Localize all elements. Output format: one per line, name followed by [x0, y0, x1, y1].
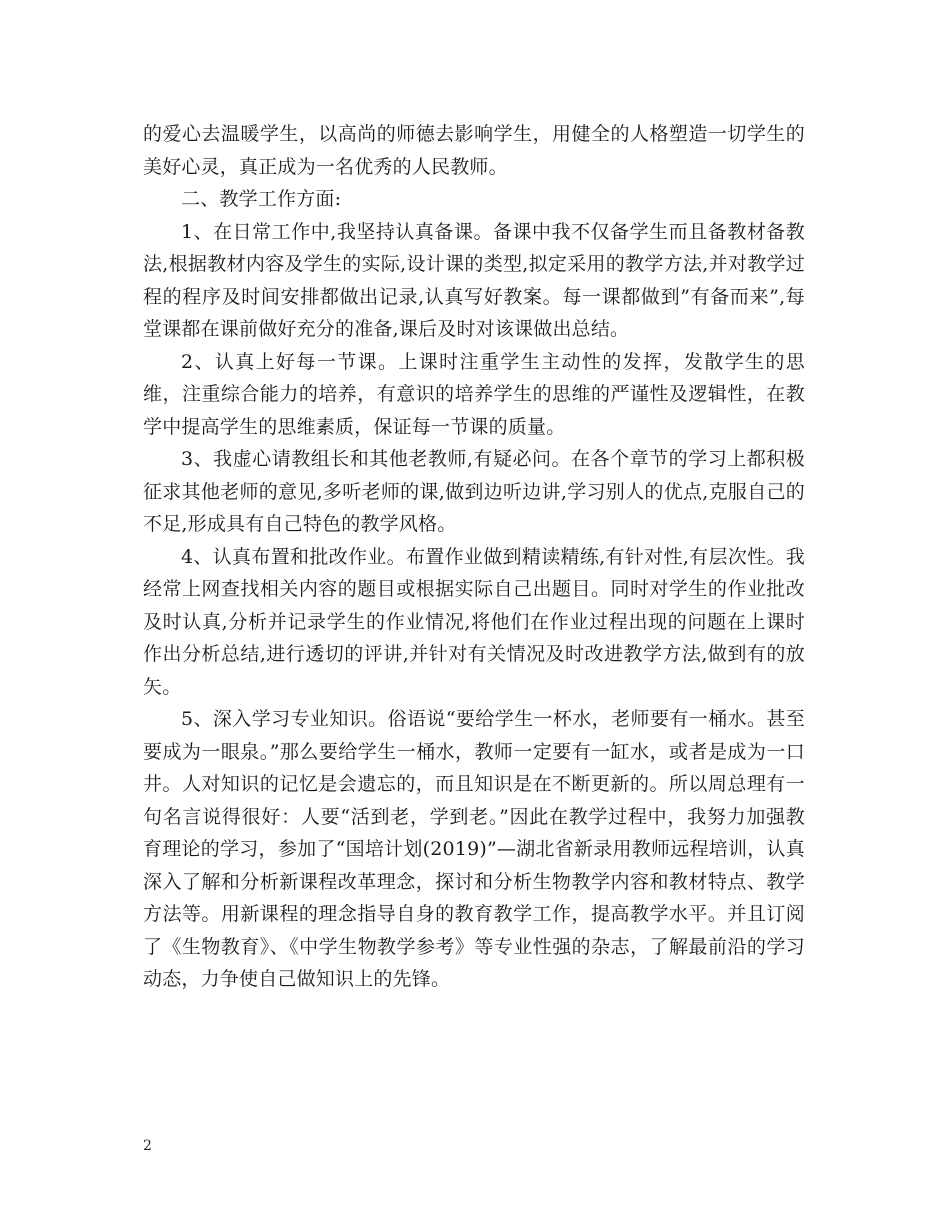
- paragraph-item-2: 2、认真上好每一节课。上课时注重学生主动性的发挥，发散学生的思维，注重综合能力的培养，有意识的培养学生的思维的严谨性及逻辑性，在教学中提高学生的思维素质，保证每一节课的质量。: [143, 350, 805, 438]
- paragraph-item-3: 3、我虚心请教组长和其他老教师,有疑必问。在各个章节的学习上都积极征求其他老师的意见,多听老师的课,做到边听边讲,学习别人的优点,克服自己的不足,形成具有自己特色的教学风格。: [143, 448, 805, 535]
- paragraph-item-1: 1、在日常工作中,我坚持认真备课。备课中我不仅备学生而且备教材备教法,根据教材内容及学生的实际,设计课的类型,拟定采用的教学方法,并对教学过程的程序及时间安排都做出记录,认真写好教案。每一课都做到”有备而来”,每堂课都在课前做好充分的准备,课后及时对该课做出总结。: [143, 220, 805, 340]
- section-heading: 二、教学工作方面:: [181, 188, 342, 210]
- document-body: [143, 118, 805, 996]
- page-number: 2: [143, 1138, 152, 1154]
- paragraph-item-5: 5、深入学习专业知识。俗语说“要给学生一杯水，老师要有一桶水。甚至要成为一眼泉。”那么要给学生一桶水，教师一定要有一缸水，或者是成为一口井。人对知识的记忆是会遗忘的，而且知识是在不断更新的。所以周总理有一句名言说得很好：人要“活到老，学到老。”因此在教学过程中，我努力加强教育理论的学习，参加了“国培计划(2019)”—湖北省新录用教师远程培训，认真深入了解和分析新课程改革理念，探讨和分析生物教学内容和教材特点、教学方法等。用新课程的理念指导自身的教育教学工作，提高教学水平。并且订阅了《生物教育》、《中学生物教学参考》等专业性强的杂志，了解最前沿的学习动态，力争使自己做知识上的先锋。: [143, 708, 805, 990]
- paragraph-item-4: 4、认真布置和批改作业。布置作业做到精读精练,有针对性,有层次性。我经常上网查找相关内容的题目或根据实际自己出题目。同时对学生的作业批改及时认真,分析并记录学生的作业情况,将他们在作业过程出现的问题在上课时作出分析总结,进行透切的评讲,并针对有关情况及时改进教学方法,做到有的放矢。: [143, 545, 805, 698]
- paragraph-continuation: 的爱心去温暖学生，以高尚的师德去影响学生，用健全的人格塑造一切学生的美好心灵，真正成为一名优秀的人民教师。: [143, 123, 805, 178]
